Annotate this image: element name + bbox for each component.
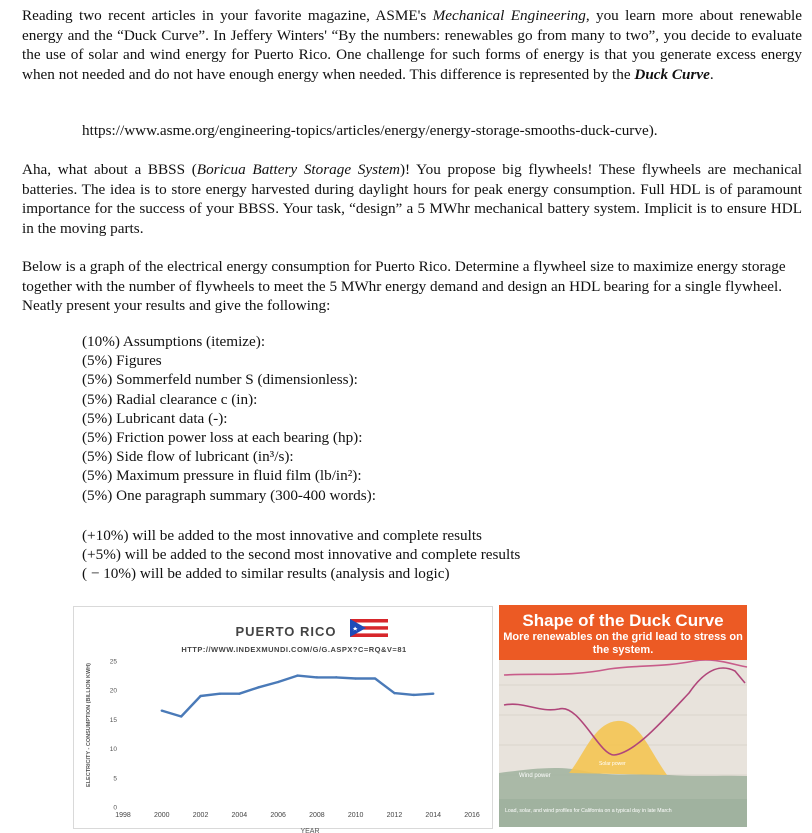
magazine-name: Mechanical Engineering: [432, 7, 586, 24]
puerto-rico-flag-icon: [350, 619, 388, 637]
x-tick-label: 2002: [192, 812, 209, 819]
deliverables-list: [82, 332, 376, 505]
chart-title: PUERTO RICO: [235, 624, 337, 639]
deliverable-item: (5%) Maximum pressure in fluid film (lb/in²):: [82, 467, 362, 485]
bonus-item: ( − 10%) will be added to similar results (analysis and logic): [82, 565, 450, 583]
data-point: [393, 692, 395, 694]
deliverable-item: (10%) Assumptions (itemize):: [82, 333, 266, 350]
deliverable-item: (5%) Side flow of lubricant (in³/s):: [82, 448, 294, 466]
x-tick-label: 2016: [464, 812, 480, 819]
deliverable-item: (5%) One paragraph summary (300-400 words):: [82, 486, 376, 504]
x-axis-label: YEAR: [300, 828, 320, 833]
data-point: [374, 677, 376, 679]
proposal-text-2: )! You propose big flywheels! These flywheels are mechanical batteries. The idea is to store energy harvested during daylight hours for peak energy consumption. Full HDL is of paramount importance for the success of your BBSS. Your task, “design” a 5 MWhr mechanical battery system. Implicit is to ensure HDL in the moving parts.: [22, 161, 802, 237]
bonus-item: (+5%) will be added to the second most innovative and complete results: [82, 546, 521, 564]
data-point: [277, 681, 279, 683]
x-tick-label: 2014: [425, 812, 442, 819]
intro-paragraph: [22, 6, 802, 84]
y-tick-label: 10: [109, 746, 117, 754]
duck-curve-infographic: [499, 605, 747, 827]
data-point: [432, 693, 434, 695]
data-point: [354, 677, 356, 679]
bonus-item: (+10%) will be added to the most innovative and complete results: [82, 527, 482, 544]
deliverable-item: (5%) Friction power loss at each bearing (hp):: [82, 429, 363, 447]
data-point: [296, 674, 298, 676]
load-curve-line: [504, 660, 747, 675]
data-point: [180, 715, 182, 717]
solar-power-label: Solar power: [599, 761, 626, 767]
x-tick-label: 2008: [309, 812, 325, 819]
consumption-chart-svg: [74, 607, 492, 833]
wind-power-label: Wind power: [519, 773, 551, 779]
data-point: [316, 676, 318, 678]
x-tick-label: 2004: [231, 812, 248, 819]
duck-header: [499, 605, 747, 660]
x-tick-label: 2000: [153, 812, 170, 819]
x-tick-label: 1998: [115, 812, 131, 819]
puerto-rico-consumption-chart: [73, 606, 493, 833]
data-point: [238, 693, 240, 695]
proposal-paragraph: [22, 160, 802, 238]
proposal-text-1: Aha, what about a BBSS (: [22, 161, 197, 178]
intro-text-3: .: [709, 65, 714, 83]
y-tick-label: 0: [113, 804, 117, 812]
deliverable-item: (5%) Sommerfeld number S (dimensionless):: [82, 371, 358, 389]
data-point: [199, 695, 201, 697]
duck-subtitle: More renewables on the grid lead to stress on the system.: [503, 631, 743, 656]
y-tick-label: 20: [109, 687, 117, 695]
data-point: [335, 676, 337, 678]
task-paragraph: Below is a graph of the electrical energy consumption for Puerto Rico. Determine a flywheel size to maximize energy storage together with the number of flywheels to meet the 5 MWhr energy demand and design an HDL bearing for a single flywheel. Neatly present your results and give the following:: [22, 258, 786, 315]
x-tick-label: 2010: [347, 812, 364, 819]
y-tick-label: 5: [113, 775, 117, 783]
data-point: [413, 694, 415, 696]
intro-text-2: , you learn more about renewable energy and the “Duck Curve”. In Jeffery Winters' “By the numbers: renewables go from many to two”, you decide to evaluate the use of solar and wind energy for Puerto Rico. One challenge for such forms of energy is that you generate excess energy when not needed and do not have enough energy when needed. This difference is represented by the: [22, 7, 803, 83]
duck-curve-term: Duck Curve: [634, 65, 710, 83]
data-point: [161, 709, 163, 711]
deliverable-item: (5%) Figures: [82, 352, 162, 370]
duck-caption: Load, solar, and wind profiles for California on a typical day in late March: [505, 808, 672, 814]
bonus-list: [82, 526, 520, 584]
data-point: [258, 686, 260, 688]
deliverable-item: (5%) Radial clearance c (in):: [82, 390, 258, 408]
y-axis-label: ELECTRICITY - CONSUMPTION (BILLION KWH): [86, 663, 92, 787]
data-point: [219, 693, 221, 695]
intro-text-1: Reading two recent articles in your favorite magazine, ASME's: [22, 7, 433, 24]
bbss-name: Boricua Battery Storage System: [196, 161, 400, 178]
x-tick-label: 2012: [386, 812, 403, 819]
consumption-series-line: [162, 676, 433, 717]
y-tick-label: 25: [109, 658, 117, 666]
reference-url[interactable]: https://www.asme.org/engineering-topics/articles/energy/energy-storage-smooths-duck-curve).: [82, 122, 658, 139]
deliverable-item: (5%) Lubricant data (-):: [82, 409, 228, 427]
x-tick-label: 2006: [270, 812, 286, 819]
duck-title: Shape of the Duck Curve: [522, 611, 724, 630]
chart-subtitle: HTTP://WWW.INDEXMUNDI.COM/G/G.ASPX?C=RQ&V=81: [181, 645, 407, 654]
y-tick-label: 15: [109, 716, 117, 724]
